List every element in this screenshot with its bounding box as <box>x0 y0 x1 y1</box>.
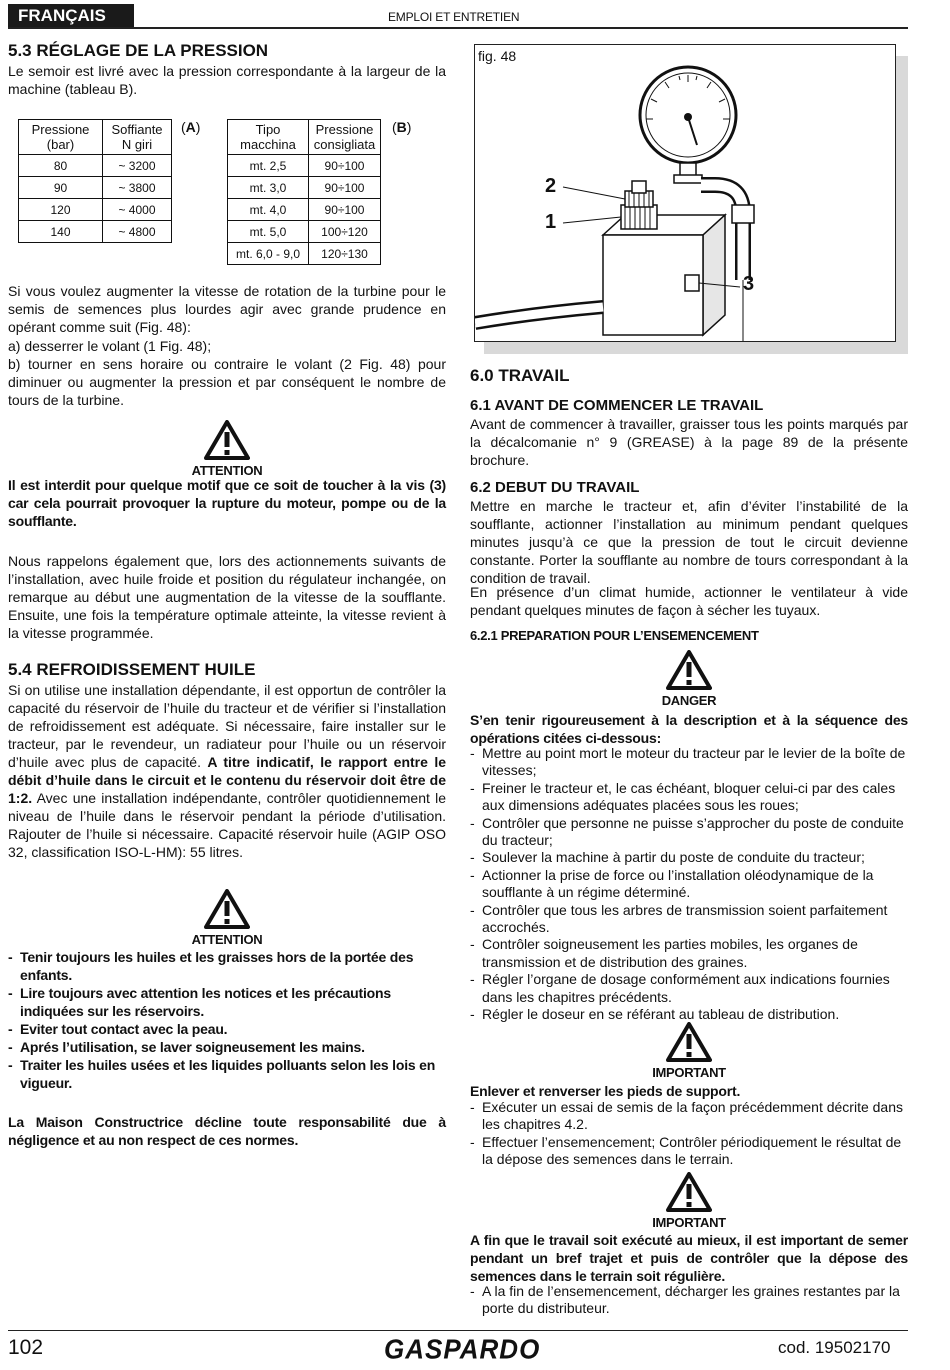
table-cell: 90÷100 <box>309 177 381 199</box>
warning-triangle-icon <box>666 650 712 690</box>
list-item: - Effectuer l’ensemencement; Contrôler périodiquement le résultat de la dépose des semences dans le terrain. <box>470 1134 908 1169</box>
warning-important-2 <box>639 1172 739 1230</box>
table-row <box>228 199 381 221</box>
table-a-tag: (A) <box>181 119 201 135</box>
intro-5-3: Le semoir est livré avec la pression correspondante à la largeur de la machine (tableau B). <box>8 63 446 97</box>
table-row <box>228 155 381 177</box>
warning-text-1: Il est interdit pour quelque motif que ce soit de toucher à la vis (3) car cela pourrait provoquer la rupture du moteur, pompe ou de la soufflante. <box>8 477 446 529</box>
table-row <box>19 155 172 177</box>
heading-5-4: 5.4 REFROIDISSEMENT HUILE <box>8 660 256 679</box>
list-item: - Tenir toujours les huiles et les graisses hors de la portée des enfants. <box>8 948 446 984</box>
table-cell: 90÷100 <box>309 155 381 177</box>
table-cell: mt. 3,0 <box>228 177 309 199</box>
footer-rule <box>8 1330 908 1331</box>
list-item: - Régler l’organe de dosage conformément aux indications fournies dans les chapitres précédents. <box>470 971 908 1006</box>
heading-5-3: 5.3 RÉGLAGE DE LA PRESSION <box>8 41 269 60</box>
warning-label: IMPORTANT <box>652 1065 726 1080</box>
table-cell: ~ 4800 <box>103 221 172 243</box>
list-item: - Contrôler que tous les arbres de transmission soient parfaitement accrochés. <box>470 902 908 937</box>
list-item: - Aprés l’utilisation, se laver soigneusement les mains. <box>8 1038 446 1056</box>
table-cell: 100÷120 <box>309 221 381 243</box>
table-row <box>19 221 172 243</box>
list-item: - Exécuter un essai de semis de la façon précédemment décrite dans les chapitres 4.2. <box>470 1099 908 1134</box>
danger-list <box>470 745 908 1024</box>
table-b-tag: (B) <box>392 119 412 135</box>
oil-warning-list <box>8 948 446 1092</box>
callout-1: 1 <box>545 211 557 233</box>
oil-cooling-text <box>8 681 446 861</box>
text-6-2-a: Mettre en marche le tracteur et, afin d’éviter l’instabilité de la soufflante, actionner l’installation au minimum pendant quelques minutes jusqu’à ce que la pression de tout le circuit devienne constante. Porter la soufflante au nombre de tours correspondant à la condition de travail. <box>470 498 908 586</box>
warning-important-1 <box>639 1022 739 1080</box>
table-a <box>18 119 172 243</box>
disclaimer: La Maison Constructrice décline toute responsabilité due à négligence et au non respect de ces normes. <box>8 1114 446 1148</box>
table-a-header-pressure: Pressione (bar) <box>19 120 103 155</box>
list-item: - A la fin de l’ensemencement, décharger les graines restantes par la porte du distributeur. <box>470 1283 908 1318</box>
figure-label: fig. 48 <box>478 48 517 64</box>
heading-6-2: 6.2 DEBUT DU TRAVAIL <box>470 479 640 496</box>
warning-label: IMPORTANT <box>652 1215 726 1230</box>
table-row <box>228 243 381 265</box>
important-2-list <box>470 1283 908 1318</box>
table-cell: 120 <box>19 199 103 221</box>
danger-intro: S’en tenir rigoureusement à la description et à la séquence des opérations citées ci-dessous: <box>470 712 908 746</box>
table-b-header-pressure: Pressione consigliata <box>309 120 381 155</box>
list-item: - Lire toujours avec attention les notices et les précautions indiquées sur les réservoirs. <box>8 984 446 1020</box>
list-item: - Contrôler soigneusement les parties mobiles, les organes de transmission et de distribution des graines. <box>470 936 908 971</box>
list-item: - Mettre au point mort le moteur du tracteur par le levier de la boîte de vitesses; <box>470 745 908 780</box>
table-row <box>228 221 381 243</box>
list-item: - Actionner la prise de force ou l’installation oléodynamique de la soufflante à un régime déterminé. <box>470 867 908 902</box>
oil-text-1: Si on utilise une installation dépendante, il est opportun de contrôler la capacité du réservoir de l’huile du tracteur et de vérifier si l’installation de refroidissement est adéquate. Si nécessaire, faire installer sur le tracteur, par le revendeur, un radiateur pour l’huile ou un réservoir d’huile avec plus de capacité. <box>8 682 446 770</box>
text-6-2-b: En présence d’un climat humide, actionner le ventilateur à vide pendant quelques minutes de façon à sécher les tuyaux. <box>470 584 908 618</box>
brand-logo: GASPARDO <box>384 1333 541 1365</box>
step-a: a) desserrer le volant (1 Fig. 48); <box>8 338 212 354</box>
oil-text-2: Avec une installation indépendante, contrôler quotidiennement le niveau de l’huile dans le réservoir pendant la période d’utilisation. Rajouter de l’huile si nécessaire. Capacité réservoir huile (AGIP OSO 32, classification ISO-L-HM): 55 litres. <box>8 790 447 860</box>
warning-triangle-icon <box>666 1022 712 1062</box>
table-cell: 90÷100 <box>309 199 381 221</box>
figure-48 <box>474 44 896 342</box>
table-cell: 140 <box>19 221 103 243</box>
warning-triangle-icon <box>204 420 250 460</box>
list-item: - Soulever la machine à partir du poste de conduite du tracteur; <box>470 849 908 866</box>
important-1-list <box>470 1099 908 1169</box>
table-a-header-blower: Soffiante N giri <box>103 120 172 155</box>
table-row <box>19 199 172 221</box>
table-cell: ~ 3800 <box>103 177 172 199</box>
table-cell: ~ 3200 <box>103 155 172 177</box>
warning-label: ATTENTION <box>191 463 263 478</box>
important-2-bold: A fin que le travail soit exécuté au mieux, il est important de semer pendant un bref trajet et puis de contrôler que la dépose des semences dans le terrain soit régulière. <box>470 1232 908 1284</box>
step-b: b) tourner en sens horaire ou contraire le volant (2 Fig. 48) pour diminuer ou augmenter la pression et par conséquent le nombre de tours de la turbine. <box>8 356 446 408</box>
list-item: - Traiter les huiles usées et les liquides polluants selon les lois en vigueur. <box>8 1056 446 1092</box>
heading-6-2-1: 6.2.1 PREPARATION POUR L’ENSEMENCEMENT <box>470 628 759 643</box>
language-tab: FRANÇAIS <box>8 4 134 28</box>
table-cell: mt. 5,0 <box>228 221 309 243</box>
table-cell: mt. 6,0 - 9,0 <box>228 243 309 265</box>
page-number: 102 <box>8 1336 44 1359</box>
text-6-1: Avant de commencer à travailler, graisser tous les points marqués par la décalcomanie n° 9 (GREASE) à la page 89 de la présente brochure. <box>470 416 908 468</box>
document-code: cod. 19502170 <box>778 1338 891 1357</box>
heading-6-0: 6.0 TRAVAIL <box>470 366 570 385</box>
table-row <box>228 177 381 199</box>
table-cell: ~ 4000 <box>103 199 172 221</box>
list-item: - Freiner le tracteur et, le cas échéant, bloquer celui-ci par des cales aux dimensions adéquates placées sous les roues; <box>470 780 908 815</box>
pressure-regulator-illustration <box>475 45 895 341</box>
table-cell: mt. 4,0 <box>228 199 309 221</box>
important-1-bold: Enlever et renverser les pieds de support. <box>470 1083 741 1099</box>
list-item: - Contrôler que personne ne puisse s’approcher du poste de conduite du tracteur; <box>470 815 908 850</box>
header-title: EMPLOI ET ENTRETIEN <box>388 10 520 24</box>
callout-3: 3 <box>743 273 755 295</box>
table-cell: 120÷130 <box>309 243 381 265</box>
warning-attention-2 <box>177 889 277 947</box>
table-b-header-type: Tipo macchina <box>228 120 309 155</box>
reminder-text: Nous rappelons également que, lors des actionnements suivants de l’installation, avec huile froide et position du régulateur inchangée, on remarque au début une augmentation de la vitesse de la soufflante. Ensuite, une fois la température optimale atteinte, la vitesse revient à la vitesse programmée. <box>8 553 446 641</box>
callout-2: 2 <box>545 175 557 197</box>
list-item: - Eviter tout contact avec la peau. <box>8 1020 446 1038</box>
para-speed: Si vous voulez augmenter la vitesse de rotation de la turbine pour le semis de semences plus lourdes agir avec grande prudence en opérant comme suit (Fig. 48): <box>8 283 446 335</box>
header-rule <box>8 27 908 29</box>
oil-ratio-bold: A titre indicatif, le rapport entre le débit d’huile dans le circuit et le contenu du réservoir doit être de 1:2. <box>8 754 446 806</box>
table-cell: 80 <box>19 155 103 177</box>
warning-triangle-icon <box>666 1172 712 1212</box>
warning-attention-1 <box>177 420 277 478</box>
warning-label: DANGER <box>661 693 717 708</box>
warning-label: ATTENTION <box>191 932 263 947</box>
list-item: - Régler le doseur en se référant au tableau de distribution. <box>470 1006 908 1023</box>
table-cell: mt. 2,5 <box>228 155 309 177</box>
heading-6-1: 6.1 AVANT DE COMMENCER LE TRAVAIL <box>470 397 764 414</box>
warning-triangle-icon <box>204 889 250 929</box>
table-b <box>227 119 381 265</box>
table-cell: 90 <box>19 177 103 199</box>
warning-danger <box>639 650 739 708</box>
table-row <box>19 177 172 199</box>
